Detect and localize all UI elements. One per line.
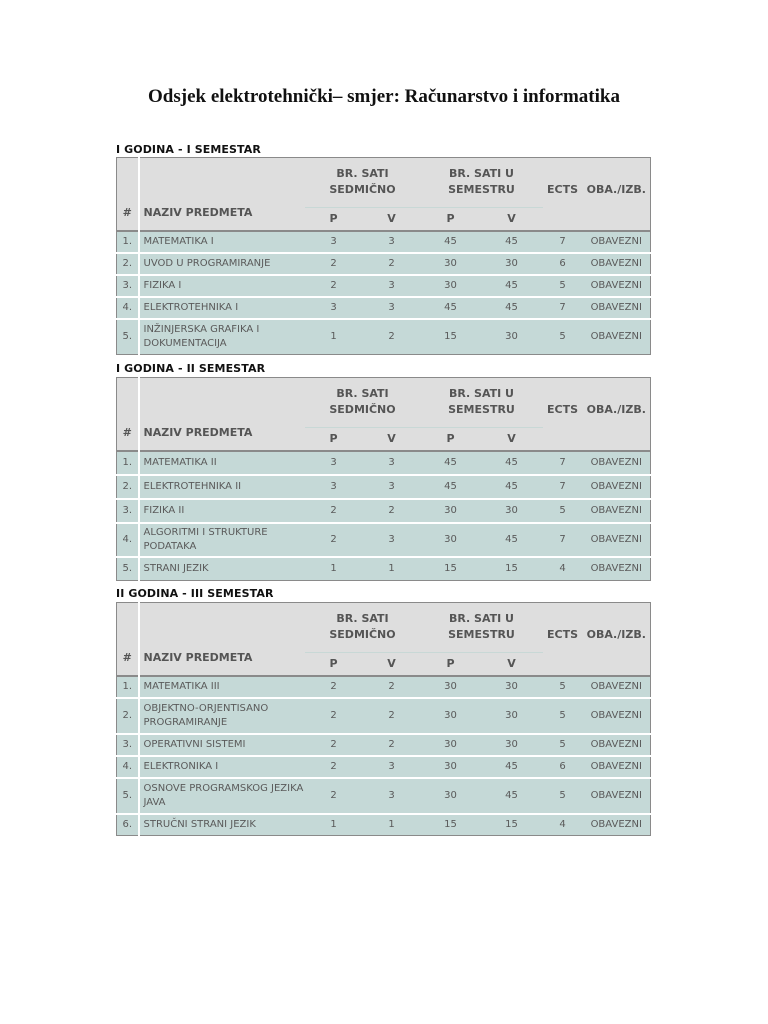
weekly-lecture-hours: 3 <box>305 231 363 253</box>
header-blank <box>543 427 583 451</box>
ects-credits: 7 <box>543 523 583 557</box>
semester-exercise-hours: 45 <box>481 475 543 499</box>
course-type: OBAVEZNI <box>583 253 651 275</box>
semester-lecture-hours: 45 <box>421 231 481 253</box>
course-table-body <box>117 451 651 581</box>
weekly-exercise-hours: 2 <box>363 319 421 355</box>
semester-lecture-hours: 45 <box>421 451 481 475</box>
row-number: 5. <box>117 557 139 581</box>
semester-lecture-hours: 15 <box>421 814 481 836</box>
semester-exercise-hours: 30 <box>481 698 543 734</box>
semester-heading: I GODINA - I SEMESTAR <box>116 143 261 156</box>
course-name: ELEKTROTEHNIKA I <box>139 297 305 319</box>
weekly-exercise-hours: 3 <box>363 523 421 557</box>
semester-heading: I GODINA - II SEMESTAR <box>116 362 266 375</box>
weekly-lecture-hours: 2 <box>305 499 363 523</box>
semester-exercise-hours: 45 <box>481 297 543 319</box>
course-name: STRANI JEZIK <box>139 557 305 581</box>
weekly-lecture-hours: 2 <box>305 523 363 557</box>
table-row <box>117 253 651 275</box>
semester-lecture-hours: 30 <box>421 778 481 814</box>
course-type: OBAVEZNI <box>583 756 651 778</box>
row-number: 2. <box>117 475 139 499</box>
semester-lecture-hours: 45 <box>421 475 481 499</box>
col-header-semester-v: V <box>481 207 543 231</box>
row-number: 3. <box>117 734 139 756</box>
ects-credits: 5 <box>543 698 583 734</box>
page-title: Odsjek elektrotehnički– smjer: Računarstvo i informatika <box>148 86 620 107</box>
weekly-lecture-hours: 1 <box>305 319 363 355</box>
col-header-ects: ECTS <box>543 603 583 653</box>
ects-credits: 5 <box>543 275 583 297</box>
course-name: INŽINJERSKA GRAFIKA I DOKUMENTACIJA <box>139 319 305 355</box>
col-header-weekly-p: P <box>305 207 363 231</box>
course-name: OPERATIVNI SISTEMI <box>139 734 305 756</box>
weekly-lecture-hours: 2 <box>305 734 363 756</box>
weekly-exercise-hours: 1 <box>363 557 421 581</box>
course-name: MATEMATIKA II <box>139 451 305 475</box>
table-row <box>117 451 651 475</box>
col-header-semester-v: V <box>481 652 543 676</box>
ects-credits: 6 <box>543 756 583 778</box>
col-header-ects: ECTS <box>543 158 583 208</box>
col-header-weekly-v: V <box>363 652 421 676</box>
semester-lecture-hours: 30 <box>421 499 481 523</box>
row-number: 1. <box>117 676 139 698</box>
course-table-body <box>117 231 651 355</box>
ects-credits: 4 <box>543 814 583 836</box>
table-row <box>117 676 651 698</box>
col-header-semester-v: V <box>481 427 543 451</box>
col-header-num: # <box>117 603 139 676</box>
ects-credits: 7 <box>543 231 583 253</box>
course-type: OBAVEZNI <box>583 319 651 355</box>
col-header-weekly: BR. SATI SEDMIČNO <box>305 378 421 428</box>
weekly-lecture-hours: 2 <box>305 778 363 814</box>
semester-lecture-hours: 30 <box>421 523 481 557</box>
course-type: OBAVEZNI <box>583 523 651 557</box>
weekly-exercise-hours: 2 <box>363 734 421 756</box>
ects-credits: 7 <box>543 475 583 499</box>
header-blank <box>583 427 651 451</box>
semester-exercise-hours: 45 <box>481 778 543 814</box>
ects-credits: 5 <box>543 734 583 756</box>
col-header-weekly: BR. SATI SEDMIČNO <box>305 158 421 208</box>
header-blank <box>543 207 583 231</box>
semester-exercise-hours: 45 <box>481 231 543 253</box>
row-number: 4. <box>117 756 139 778</box>
ects-credits: 5 <box>543 499 583 523</box>
col-header-weekly-v: V <box>363 207 421 231</box>
course-type: OBAVEZNI <box>583 451 651 475</box>
table-row <box>117 523 651 557</box>
course-table <box>116 377 651 581</box>
semester-lecture-hours: 45 <box>421 297 481 319</box>
course-name: ELEKTROTEHNIKA II <box>139 475 305 499</box>
weekly-exercise-hours: 3 <box>363 756 421 778</box>
course-type: OBAVEZNI <box>583 778 651 814</box>
weekly-lecture-hours: 3 <box>305 297 363 319</box>
row-number: 6. <box>117 814 139 836</box>
semester-exercise-hours: 45 <box>481 275 543 297</box>
row-number: 5. <box>117 778 139 814</box>
course-table <box>116 602 651 836</box>
course-table-body <box>117 676 651 836</box>
ects-credits: 7 <box>543 297 583 319</box>
table-row <box>117 231 651 253</box>
row-number: 2. <box>117 253 139 275</box>
course-name: STRUČNI STRANI JEZIK <box>139 814 305 836</box>
table-row <box>117 475 651 499</box>
ects-credits: 4 <box>543 557 583 581</box>
semester-lecture-hours: 30 <box>421 734 481 756</box>
table-row <box>117 275 651 297</box>
course-name: ELEKTRONIKA I <box>139 756 305 778</box>
weekly-exercise-hours: 2 <box>363 698 421 734</box>
weekly-lecture-hours: 1 <box>305 814 363 836</box>
row-number: 1. <box>117 231 139 253</box>
course-name: MATEMATIKA I <box>139 231 305 253</box>
course-name: MATEMATIKA III <box>139 676 305 698</box>
weekly-lecture-hours: 1 <box>305 557 363 581</box>
col-header-name: NAZIV PREDMETA <box>139 158 305 231</box>
weekly-lecture-hours: 2 <box>305 756 363 778</box>
table-row <box>117 499 651 523</box>
semester-lecture-hours: 15 <box>421 319 481 355</box>
course-type: OBAVEZNI <box>583 814 651 836</box>
table-row <box>117 698 651 734</box>
table-row <box>117 756 651 778</box>
semester-exercise-hours: 45 <box>481 756 543 778</box>
col-header-type: OBA./IZB. <box>583 378 651 428</box>
col-header-num: # <box>117 378 139 451</box>
semester-heading: II GODINA - III SEMESTAR <box>116 587 274 600</box>
weekly-exercise-hours: 3 <box>363 475 421 499</box>
header-blank <box>583 207 651 231</box>
col-header-type: OBA./IZB. <box>583 603 651 653</box>
semester-exercise-hours: 45 <box>481 451 543 475</box>
semester-exercise-hours: 30 <box>481 319 543 355</box>
weekly-lecture-hours: 2 <box>305 698 363 734</box>
semester-exercise-hours: 30 <box>481 676 543 698</box>
weekly-exercise-hours: 1 <box>363 814 421 836</box>
col-header-semester: BR. SATI U SEMESTRU <box>421 158 543 208</box>
table-row <box>117 734 651 756</box>
course-name: UVOD U PROGRAMIRANJE <box>139 253 305 275</box>
semester-lecture-hours: 15 <box>421 557 481 581</box>
col-header-weekly-v: V <box>363 427 421 451</box>
row-number: 4. <box>117 523 139 557</box>
row-number: 4. <box>117 297 139 319</box>
course-type: OBAVEZNI <box>583 231 651 253</box>
col-header-semester: BR. SATI U SEMESTRU <box>421 603 543 653</box>
col-header-semester: BR. SATI U SEMESTRU <box>421 378 543 428</box>
course-type: OBAVEZNI <box>583 734 651 756</box>
semester-lecture-hours: 30 <box>421 253 481 275</box>
weekly-exercise-hours: 2 <box>363 676 421 698</box>
header-blank <box>543 652 583 676</box>
weekly-lecture-hours: 2 <box>305 253 363 275</box>
semester-lecture-hours: 30 <box>421 698 481 734</box>
weekly-lecture-hours: 2 <box>305 676 363 698</box>
ects-credits: 5 <box>543 319 583 355</box>
weekly-lecture-hours: 3 <box>305 475 363 499</box>
table-row <box>117 778 651 814</box>
col-header-ects: ECTS <box>543 378 583 428</box>
col-header-num: # <box>117 158 139 231</box>
ects-credits: 7 <box>543 451 583 475</box>
row-number: 1. <box>117 451 139 475</box>
col-header-semester-p: P <box>421 207 481 231</box>
semester-exercise-hours: 30 <box>481 499 543 523</box>
course-type: OBAVEZNI <box>583 499 651 523</box>
col-header-weekly-p: P <box>305 427 363 451</box>
course-name: OSNOVE PROGRAMSKOG JEZIKA JAVA <box>139 778 305 814</box>
weekly-exercise-hours: 3 <box>363 297 421 319</box>
weekly-exercise-hours: 3 <box>363 231 421 253</box>
ects-credits: 5 <box>543 778 583 814</box>
course-type: OBAVEZNI <box>583 297 651 319</box>
col-header-name: NAZIV PREDMETA <box>139 603 305 676</box>
weekly-exercise-hours: 3 <box>363 778 421 814</box>
table-row <box>117 319 651 355</box>
semester-lecture-hours: 30 <box>421 275 481 297</box>
course-type: OBAVEZNI <box>583 557 651 581</box>
course-type: OBAVEZNI <box>583 275 651 297</box>
semester-exercise-hours: 15 <box>481 557 543 581</box>
weekly-exercise-hours: 2 <box>363 499 421 523</box>
table-row <box>117 297 651 319</box>
row-number: 3. <box>117 275 139 297</box>
semester-exercise-hours: 30 <box>481 734 543 756</box>
ects-credits: 5 <box>543 676 583 698</box>
course-name: OBJEKTNO-ORJENTISANO PROGRAMIRANJE <box>139 698 305 734</box>
semester-lecture-hours: 30 <box>421 676 481 698</box>
weekly-exercise-hours: 2 <box>363 253 421 275</box>
col-header-name: NAZIV PREDMETA <box>139 378 305 451</box>
course-name: FIZIKA I <box>139 275 305 297</box>
col-header-weekly: BR. SATI SEDMIČNO <box>305 603 421 653</box>
weekly-exercise-hours: 3 <box>363 451 421 475</box>
weekly-lecture-hours: 2 <box>305 275 363 297</box>
semester-exercise-hours: 15 <box>481 814 543 836</box>
table-row <box>117 557 651 581</box>
table-row <box>117 814 651 836</box>
weekly-exercise-hours: 3 <box>363 275 421 297</box>
col-header-weekly-p: P <box>305 652 363 676</box>
course-type: OBAVEZNI <box>583 698 651 734</box>
row-number: 3. <box>117 499 139 523</box>
semester-exercise-hours: 45 <box>481 523 543 557</box>
course-name: ALGORITMI I STRUKTURE PODATAKA <box>139 523 305 557</box>
weekly-lecture-hours: 3 <box>305 451 363 475</box>
col-header-semester-p: P <box>421 427 481 451</box>
ects-credits: 6 <box>543 253 583 275</box>
header-blank <box>583 652 651 676</box>
course-type: OBAVEZNI <box>583 676 651 698</box>
semester-lecture-hours: 30 <box>421 756 481 778</box>
course-name: FIZIKA II <box>139 499 305 523</box>
course-type: OBAVEZNI <box>583 475 651 499</box>
row-number: 2. <box>117 698 139 734</box>
col-header-type: OBA./IZB. <box>583 158 651 208</box>
row-number: 5. <box>117 319 139 355</box>
course-table <box>116 157 651 355</box>
col-header-semester-p: P <box>421 652 481 676</box>
semester-exercise-hours: 30 <box>481 253 543 275</box>
